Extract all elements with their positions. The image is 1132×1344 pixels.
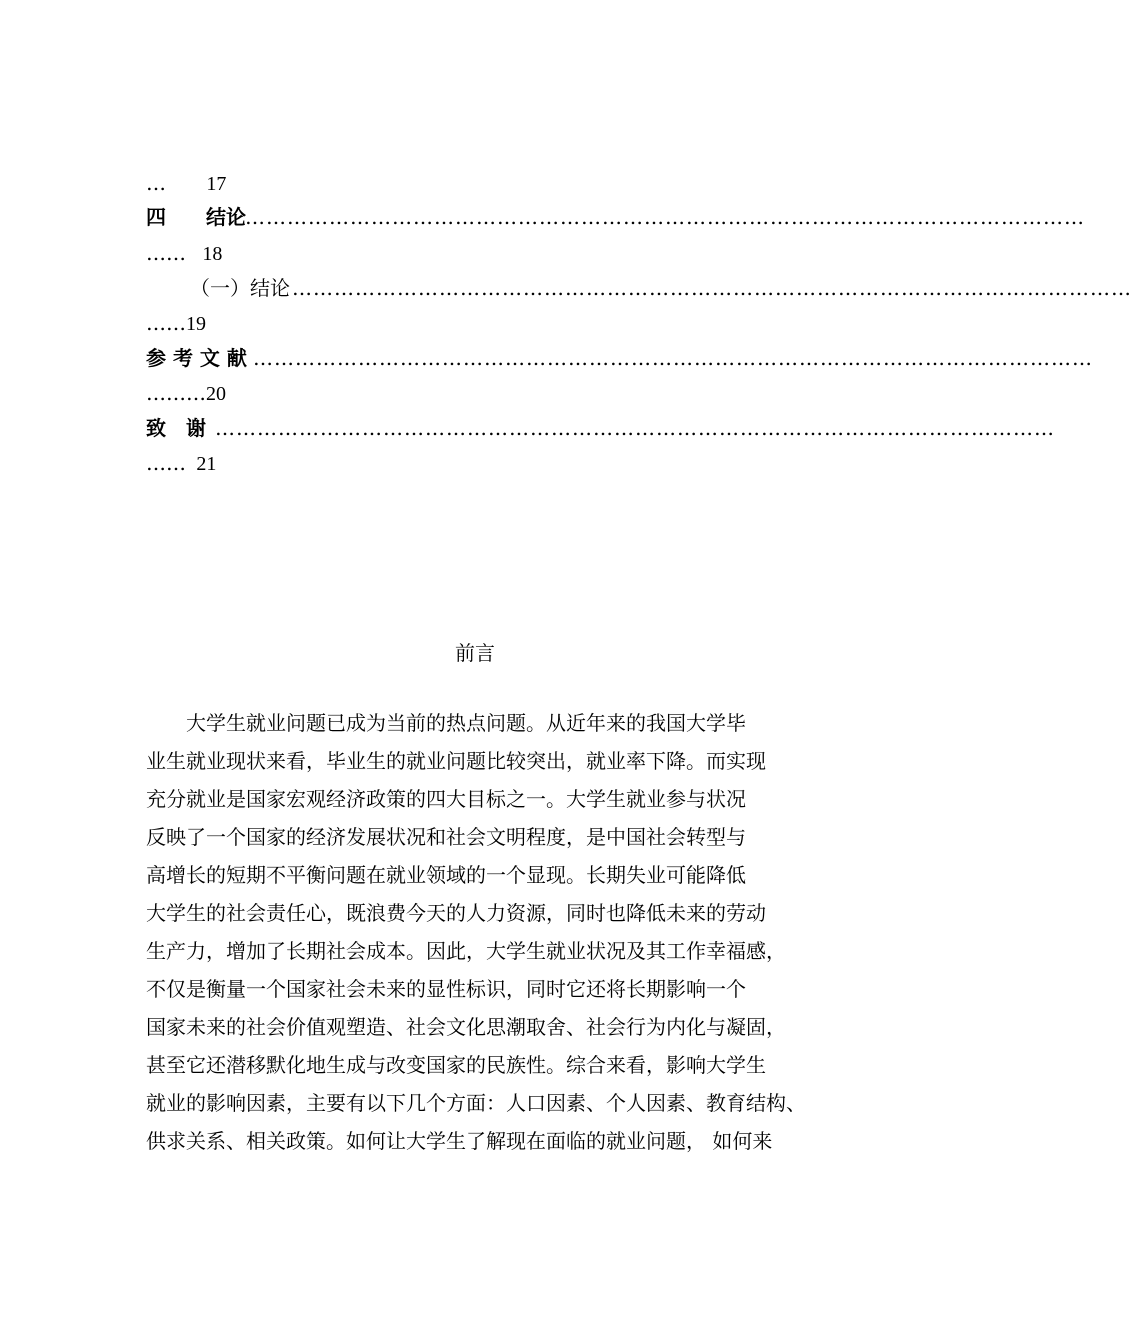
preface-line: 反映了一个国家的经济发展状况和社会文明程度，是中国社会转型与 bbox=[146, 825, 746, 849]
preface-line: 大学生的社会责任心，既浪费今天的人力资源，同时也降低未来的劳动 bbox=[146, 901, 766, 925]
toc-leader-continuation: …… bbox=[146, 241, 186, 265]
toc-leader-continuation: …… bbox=[146, 311, 186, 335]
toc-leader-dots: ………………………………………………………………………………………………………… bbox=[245, 205, 1085, 229]
toc-entry-label: 四 结论 bbox=[146, 205, 246, 229]
preface-line: 高增长的短期不平衡问题在就业领域的一个显现。长期失业可能降低 bbox=[146, 863, 746, 887]
preface-title: 前言 bbox=[455, 641, 495, 665]
toc-page-number: 19 bbox=[186, 313, 206, 335]
preface-line: 不仅是衡量一个国家社会未来的显性标识，同时它还将长期影响一个 bbox=[146, 977, 746, 1001]
toc-entry-label: 参 考 文 献 bbox=[146, 346, 247, 370]
toc-leader-dots: ………………………………………………………………………………………………………… bbox=[292, 276, 1132, 300]
preface-line: 充分就业是国家宏观经济政策的四大目标之一。大学生就业参与状况 bbox=[146, 787, 746, 811]
toc-continuation-line bbox=[146, 450, 216, 477]
preface-line: 国家未来的社会价值观塑造、社会文化思潮取舍、社会行为内化与凝固， bbox=[146, 1015, 786, 1039]
toc-page-number: 18 bbox=[202, 243, 223, 265]
toc-continuation-line bbox=[146, 310, 206, 337]
toc-entry-label: （一）结论 bbox=[190, 276, 290, 300]
toc-leader-continuation: …… bbox=[146, 451, 186, 475]
toc-leader-dots: ………………………………………………………………………………………………………… bbox=[253, 346, 1093, 370]
toc-leader-dots: ………………………………………………………………………………………………………… bbox=[215, 416, 1055, 440]
preface-line: 供求关系、相关政策。如何让大学生了解现在面临的就业问题， 如何来 bbox=[146, 1129, 773, 1153]
preface-line: 生产力，增加了长期社会成本。因此，大学生就业状况及其工作幸福感， bbox=[146, 939, 786, 963]
toc-entry-label: 致 谢 bbox=[146, 416, 206, 440]
toc-continuation-line bbox=[146, 380, 226, 407]
preface-line: 业生就业现状来看，毕业生的就业问题比较突出，就业率下降。而实现 bbox=[146, 749, 766, 773]
preface-line: 甚至它还潜移默化地生成与改变国家的民族性。综合来看，影响大学生 bbox=[146, 1053, 766, 1077]
toc-leader-continuation: … bbox=[146, 171, 166, 195]
preface-line: 就业的影响因素，主要有以下几个方面：人口因素、个人因素、教育结构、 bbox=[146, 1091, 806, 1115]
toc-continuation-line bbox=[146, 170, 226, 197]
toc-page-number: 21 bbox=[196, 453, 217, 475]
toc-page-number: 17 bbox=[206, 173, 227, 195]
toc-page-number: 20 bbox=[206, 383, 226, 405]
toc-continuation-line bbox=[146, 240, 222, 267]
preface-line: 大学生就业问题已成为当前的热点问题。从近年来的我国大学毕 bbox=[146, 711, 746, 735]
toc-leader-continuation: ……… bbox=[146, 381, 206, 405]
